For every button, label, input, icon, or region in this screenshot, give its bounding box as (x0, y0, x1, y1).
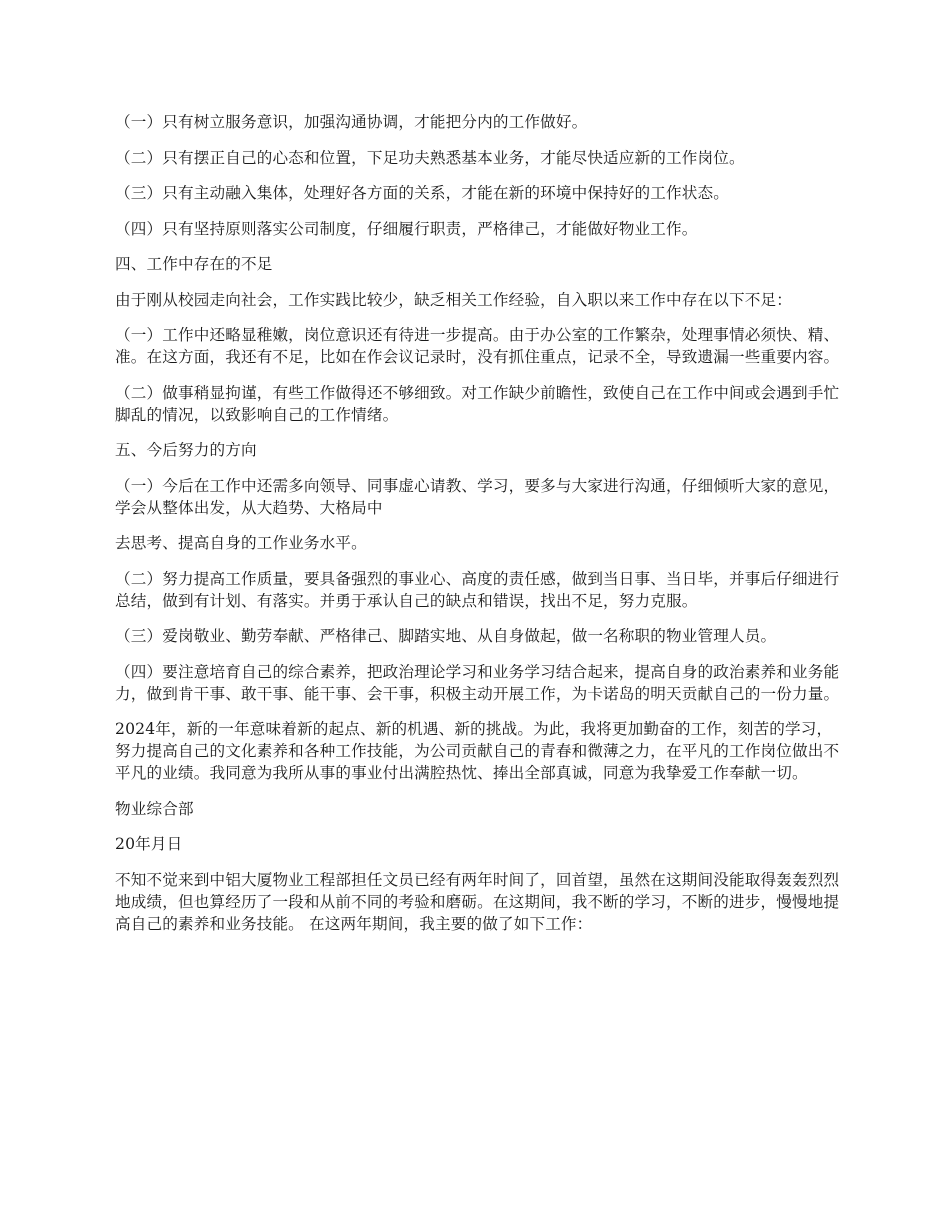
paragraph-15: 2024年，新的一年意味着新的起点、新的机遇、新的挑战。为此，我将更加勤奋的工作，刻苦的学习，努力提高自己的文化素养和各种工作技能，为公司贡献自己的青春和微薄之力，在平凡的工作岗位做出不平凡的业绩。我同意为我所从事的事业付出满腔热忱、捧出全部真诚，同意为我挚爱工作奉献一切。 (115, 720, 840, 782)
paragraph-4: （四）只有坚持原则落实公司制度，仔细履行职责，严格律己，才能做好物业工作。 (115, 219, 698, 238)
paragraph-13: （三）爱岗敬业、勤劳奉献、严格律己、脚踏实地、从自身做起，做一名称职的物业管理人员。 (115, 627, 777, 645)
paragraph-11: 去思考、提高自身的工作业务水平。 (115, 534, 367, 552)
paragraph-18: 不知不觉来到中铝大厦物业工程部担任文员已经有两年时间了，回首望，虽然在这期间没能取得轰轰烈烈地成绩，但也算经历了一段和从前不同的考验和磨砺。在这期间，我不断的学习，不断的进步，慢慢地提高自己的素养和业务技能。 在这两年期间，我主要的做了如下工作： (115, 870, 840, 933)
section-heading-future-direction: 五、今后努力的方向 (115, 441, 257, 459)
document-page (115, 111, 840, 948)
paragraph-14: （四）要注意培育自己的综合素养，把政治理论学习和业务学习结合起来，提高自身的政治素养和业务能力，做到肯干事、敢干事、能干事、会干事，积极主动开展工作，为卡诺岛的明天贡献自己的一份力量。 (115, 662, 840, 703)
paragraph-12: （二）努力提高工作质量，要具备强烈的事业心、高度的责任感，做到当日事、当日毕，并事后仔细进行总结，做到有计划、有落实。并勇于承认自己的缺点和错误，找出不足，努力克服。 (115, 569, 840, 610)
department-signature: 物业综合部 (115, 799, 194, 818)
paragraph-2: （二）只有摆正自己的心态和位置，下足功夫熟悉基本业务，才能尽快适应新的工作岗位。 (115, 148, 745, 167)
paragraph-3: （三）只有主动融入集体，处理好各方面的关系，才能在新的环境中保持好的工作状态。 (115, 184, 730, 202)
paragraph-8: （二）做事稍显拘谨，有些工作做得还不够细致。对工作缺少前瞻性，致使自己在工作中间或会遇到手忙脚乱的情况，以致影响自己的工作情绪。 (115, 383, 840, 424)
paragraph-7: （一）工作中还略显稚嫩，岗位意识还有待进一步提高。由于办公室的工作繁杂，处理事情必须快、精、准。在这方面，我还有不足，比如在作会议记录时，没有抓住重点，记录不全，导致遗漏一些重要内容。 (115, 326, 840, 366)
paragraph-6: 由于刚从校园走向社会，工作实践比较少，缺乏相关工作经验，自入职以来工作中存在以下不足： (115, 290, 792, 309)
paragraph-10: （一）今后在工作中还需多向领导、同事虚心请教、学习，要多与大家进行沟通，仔细倾听大家的意见，学会从整体出发，从大趋势、大格局中 (115, 476, 840, 517)
section-heading-shortcomings: 四、工作中存在的不足 (115, 255, 273, 273)
date-line: 20年月日 (115, 835, 183, 853)
paragraph-1: （一）只有树立服务意识，加强沟通协调，才能把分内的工作做好。 (115, 113, 588, 131)
